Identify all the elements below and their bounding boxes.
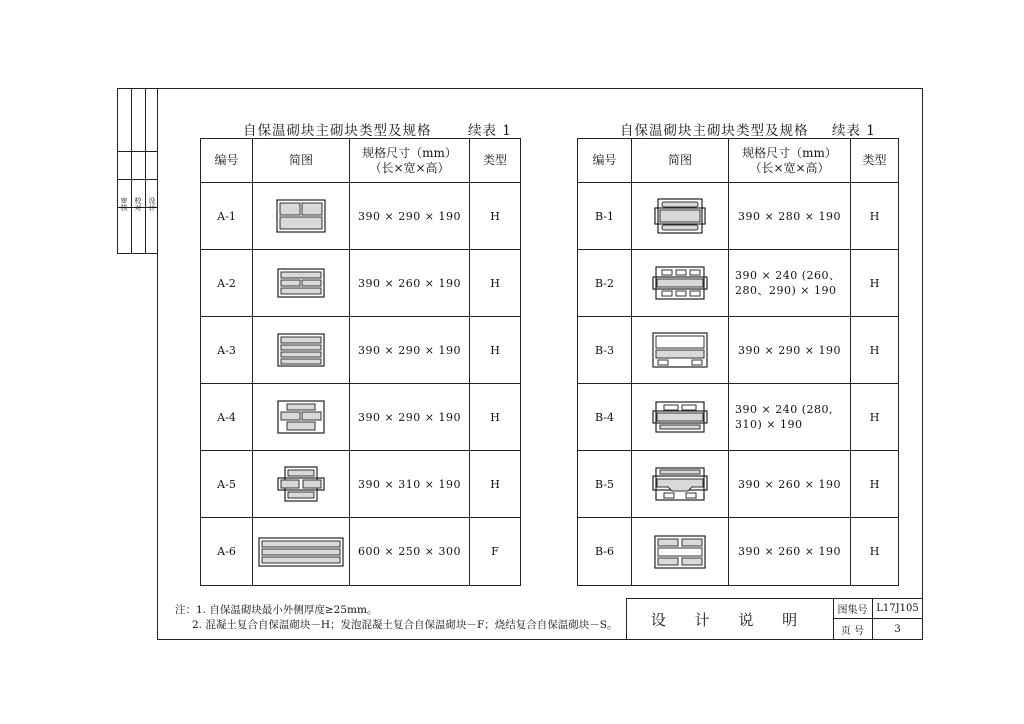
row-code: A-4: [201, 384, 253, 451]
table-row: [578, 518, 899, 586]
header-code: 编号: [578, 139, 632, 183]
row-type: H: [851, 451, 899, 518]
block-diagram: [253, 183, 350, 250]
header-size-line2: （长×宽×高）: [369, 160, 450, 175]
block-diagram: [632, 518, 729, 586]
signature-strip: [117, 88, 158, 254]
block-diagram-icon: [652, 467, 708, 501]
row-code: A-3: [201, 317, 253, 384]
header-type: 类型: [851, 139, 899, 183]
row-type: F: [470, 518, 521, 586]
row-code: B-6: [578, 518, 632, 586]
table-header-row: [578, 139, 899, 183]
row-code: A-1: [201, 183, 253, 250]
table-row: [201, 183, 521, 250]
row-size: 390 × 280 × 190: [729, 183, 851, 250]
row-type: H: [470, 384, 521, 451]
row-code: A-5: [201, 451, 253, 518]
table-row: [201, 317, 521, 384]
row-size: 390 × 290 × 190: [729, 317, 851, 384]
row-size: 390 × 290 × 190: [350, 384, 470, 451]
block-diagram: [632, 451, 729, 518]
page-label: 页 号: [833, 619, 873, 639]
row-type: H: [851, 183, 899, 250]
row-type: H: [851, 518, 899, 586]
block-diagram-icon: [277, 400, 325, 434]
table-row: [578, 250, 899, 317]
block-diagram-icon: [258, 537, 344, 567]
row-code: B-5: [578, 451, 632, 518]
block-diagram: [253, 384, 350, 451]
block-diagram: [632, 183, 729, 250]
right-table-suffix: 续表 1: [832, 123, 876, 139]
block-diagram: [632, 317, 729, 384]
row-size: 390 × 240 (280, 310) × 190: [729, 384, 851, 451]
row-size: 390 × 260 × 190: [729, 451, 851, 518]
row-type: H: [470, 317, 521, 384]
row-type: H: [470, 250, 521, 317]
note-line-2: 2. 混凝土复合自保温砌块－H；发泡混凝土复合自保温砌块－F；烧结复合自保温砌块－S。: [192, 619, 618, 631]
row-type: H: [851, 317, 899, 384]
row-code: B-2: [578, 250, 632, 317]
sidebar-label: 校对: [134, 197, 142, 211]
header-size: [729, 139, 851, 183]
header-type: 类型: [470, 139, 521, 183]
table-row: [201, 250, 521, 317]
block-diagram-icon: [654, 535, 706, 569]
left-table-suffix: 续表 1: [468, 123, 512, 139]
title-block: [626, 598, 923, 640]
notes: [175, 603, 618, 633]
row-code: B-4: [578, 384, 632, 451]
row-code: A-2: [201, 250, 253, 317]
block-diagram: [632, 250, 729, 317]
block-diagram: [253, 250, 350, 317]
row-size: 390 × 240 (260、280、290) × 190: [729, 250, 851, 317]
header-diagram: 简图: [253, 139, 350, 183]
header-size-line2: （长×宽×高）: [749, 160, 830, 175]
block-diagram-icon: [652, 266, 708, 300]
note-line-1: 注：1. 自保温砌块最小外侧厚度≥25mm。: [175, 604, 378, 616]
header-size: [350, 139, 470, 183]
drawing-title: 设 计 说 明: [627, 599, 834, 639]
table-row: [578, 451, 899, 518]
table-header-row: [201, 139, 521, 183]
table-row: [201, 384, 521, 451]
atlas-value: L17J105: [873, 599, 922, 619]
row-size: 390 × 310 × 190: [350, 451, 470, 518]
row-type: H: [470, 451, 521, 518]
block-diagram-icon: [277, 466, 325, 502]
block-diagram-icon: [277, 268, 325, 298]
row-type: H: [851, 384, 899, 451]
block-diagram-icon: [276, 199, 326, 233]
block-diagram-icon: [652, 401, 708, 433]
row-code: B-1: [578, 183, 632, 250]
header-diagram: 简图: [632, 139, 729, 183]
row-size: 390 × 260 × 190: [729, 518, 851, 586]
sidebar-label: 审核: [120, 197, 128, 211]
header-size-line1: 规格尺寸（mm）: [362, 145, 457, 160]
block-diagram: [253, 317, 350, 384]
block-diagram-icon: [277, 333, 325, 367]
table-row: [578, 384, 899, 451]
table-row: [578, 317, 899, 384]
atlas-label: 图集号: [833, 599, 873, 619]
right-table-title: 自保温砌块主砌块类型及规格: [620, 123, 809, 139]
block-diagram: [253, 451, 350, 518]
row-size: 390 × 290 × 190: [350, 183, 470, 250]
row-size: 600 × 250 × 300: [350, 518, 470, 586]
right-spec-table: [577, 138, 899, 586]
row-size: 390 × 290 × 190: [350, 317, 470, 384]
block-diagram: [253, 518, 350, 586]
left-table-title: 自保温砌块主砌块类型及规格: [243, 123, 432, 139]
row-code: A-6: [201, 518, 253, 586]
left-spec-table: [200, 138, 521, 586]
table-row: [201, 518, 521, 586]
page-value: 3: [894, 623, 901, 635]
block-diagram-icon: [654, 198, 706, 234]
block-diagram: [632, 384, 729, 451]
table-row: [201, 451, 521, 518]
row-size: 390 × 260 × 190: [350, 250, 470, 317]
block-diagram-icon: [652, 332, 708, 368]
row-type: H: [851, 250, 899, 317]
row-type: H: [470, 183, 521, 250]
sidebar-label: 设计: [148, 197, 156, 211]
table-row: [578, 183, 899, 250]
header-code: 编号: [201, 139, 253, 183]
header-size-line1: 规格尺寸（mm）: [742, 145, 837, 160]
row-code: B-3: [578, 317, 632, 384]
